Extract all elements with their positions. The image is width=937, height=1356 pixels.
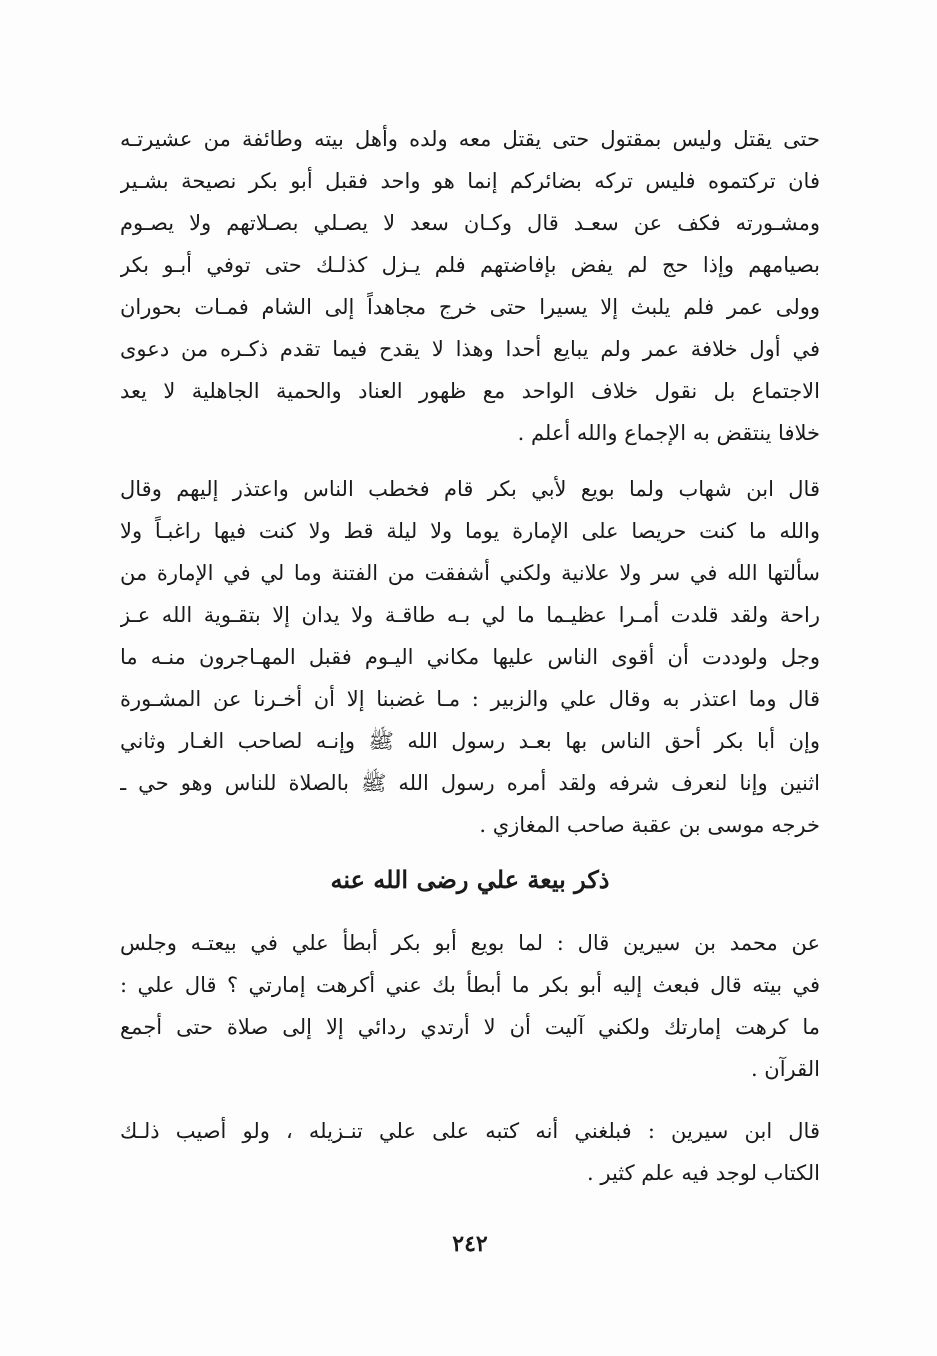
text-line: فان تركتموه فليس تركه بضائركم إنما هو واحد فقبل أبو بكر نصيحة بشـير [120,169,820,193]
text-line: والله ما كنت حريصا على الإمارة يوما ولا ليلة قط ولا كنت فيها راغبـاً ولا [120,519,820,543]
text-line: قال وما اعتذر به وقال علي والزبير : مـا غضبنا إلا أن أخـرنا عن المشـورة [120,687,820,711]
text-line: وإن أبا بكر أحق الناس بها بعـد رسول الله ﷺ وإنـه لصاحب الغـار وثاني [120,729,820,753]
text-line: حتى يقتل وليس بمقتول حتى يقتل معه ولده وأهل بيته وطائفة من عشيرتـه [120,127,820,151]
text-line: القرآن . [750,1057,820,1081]
text-line: الاجتماع بل نقول خلاف الواحد مع ظهور العناد والحمية الجاهلية لا يعد [120,379,820,403]
text-line: راحة ولقد قلدت أمـرا عظيـما ما لي بـه طاقـة ولا يدان إلا بتقـوية الله عـز [120,603,820,627]
text-line: ما كرهت إمارتك ولكني آليت أن لا أرتدي ردائي إلا إلى صلاة حتى أجمع [120,1015,820,1039]
paragraph-1 [120,118,820,454]
section-heading: ذكر بيعة علي رضى الله عنه [330,865,610,894]
text-line: في أول خلافة عمر ولم يبايع أحدا وهذا لا يقدح فيما تقدم ذكـره من دعوى [120,337,820,361]
text-line: بصيامهم وإذا حج لم يفض بإفاضتهم فلم يـزل كذلـك حتى توفي أبـو بكر [120,253,820,277]
text-line: الكتاب لوجد فيه علم كثير . [587,1161,820,1185]
text-line: في بيته قال فبعث إليه أبو بكر ما أبطأ بك عني أكرهت إمارتي ؟ قال علي : [120,973,820,997]
text-line: ومشـورته فكف عن سعـد قال وكـان سعد لا يصـلي بصـلاتهم ولا يصـوم [120,211,820,235]
text-line: وولى عمر فلم يلبث إلا يسيرا حتى خرج مجاهداً إلى الشام فمـات بحوران [120,295,820,319]
text-line: قال ابن شهاب ولما بويع لأبي بكر قام فخطب الناس واعتذر إليهم وقال [120,477,820,501]
text-line: قال ابن سيرين : فبلغني أنه كتبه على علي تنـزيله ، ولو أصيب ذلـك [120,1119,820,1143]
paragraph-3 [120,922,820,1090]
text-line: خرجه موسى بن عقبة صاحب المغازي . [479,813,820,837]
text-line: خلافا ينتقض به الإجماع والله أعلم . [517,421,820,445]
paragraph-2 [120,468,820,846]
page-number: ٢٤٢ [452,1231,488,1257]
paragraph-4 [120,1110,820,1194]
text-line: سألتها الله في سر ولا علانية ولكني أشفقت من الفتنة وما لي في الإمارة من [120,561,820,585]
text-line: عن محمد بن سيرين قال : لما بويع أبو بكر أبطأ علي في بيعتـه وجلس [120,931,820,955]
text-line: اثنين وإنا لنعرف شرفه ولقد أمره رسول الله ﷺ بالصلاة للناس وهو حي ـ [120,771,820,795]
text-line: وجل ولوددت أن أقوى الناس عليها مكاني اليـوم فقبل المهـاجرون منـه ما [120,645,820,669]
